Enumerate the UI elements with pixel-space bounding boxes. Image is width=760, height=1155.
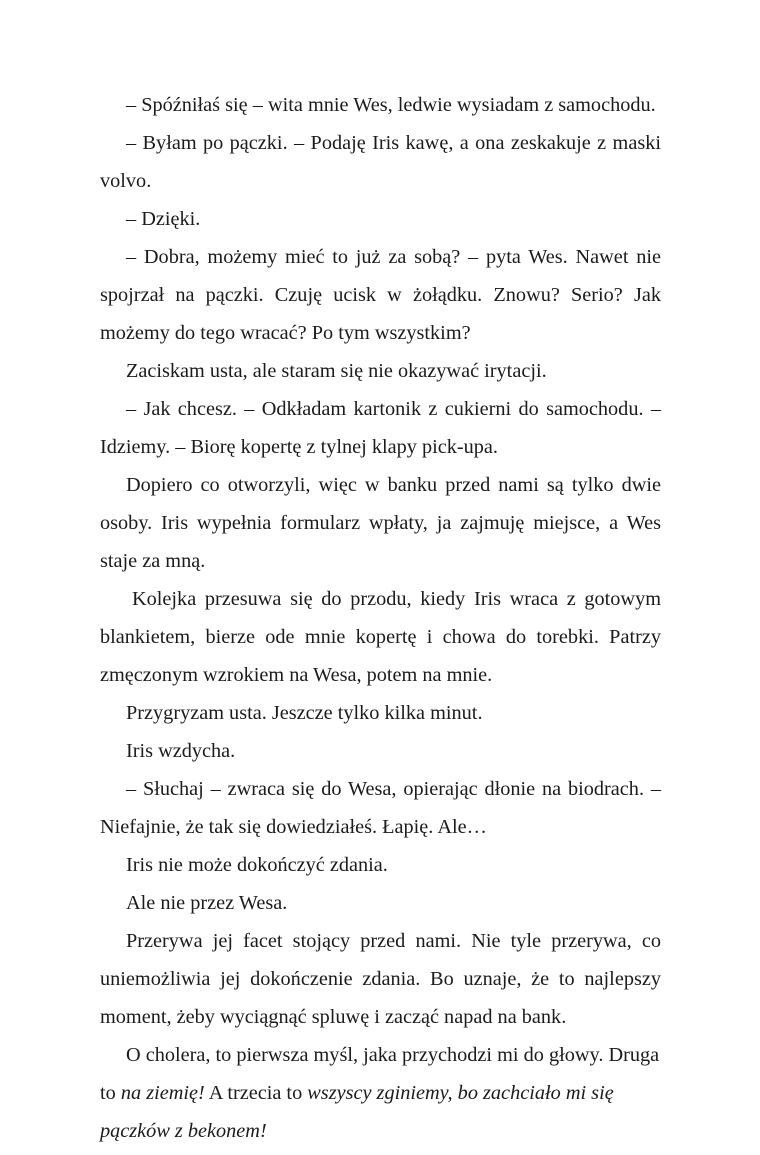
paragraph: Kolejka przesuwa się do przodu, kiedy Iris wraca z gotowym blankietem, bierze ode mnie kopertę i chowa do torebki. Patrzy zmęczonym wzrokiem na Wesa, potem na mnie. [100, 588, 661, 686]
paragraph: Przerywa jej facet stojący przed nami. Nie tyle przerywa, co uniemożliwia jej dokończenie zdania. Bo uznaje, że to najlepszy moment, żeby wyciągnąć spluwę i zacząć napad na bank. [100, 930, 661, 1028]
paragraph: – Słuchaj – zwraca się do Wesa, opierając dłonie na biodrach. – Niefajnie, że tak się dowiedziałeś. Łapię. Ale… [100, 778, 661, 838]
paragraph: – Spóźniłaś się – wita mnie Wes, ledwie wysiadam z samochodu. [126, 94, 656, 116]
paragraph: Przygryzam usta. Jeszcze tylko kilka minut. [126, 702, 483, 724]
paragraph: Iris nie może dokończyć zdania. [126, 854, 388, 876]
paragraph: – Dobra, możemy mieć to już za sobą? – pyta Wes. Nawet nie spojrzał na pączki. Czuję ucisk w żołądku. Znowu? Serio? Jak możemy do tego wracać? Po tym wszystkim? [100, 246, 661, 344]
emphasized-text: na ziemię! [120, 1082, 205, 1104]
paragraph: – Jak chcesz. – Odkładam kartonik z cukierni do samochodu. – Idziemy. – Biorę kopertę z tylnej klapy pick-upa. [100, 398, 661, 458]
paragraph: Dopiero co otworzyli, więc w banku przed nami są tylko dwie osoby. Iris wypełnia formularz wpłaty, ja zajmuję miejsce, a Wes staje za mną. [100, 474, 661, 572]
page-text-block [100, 86, 661, 1150]
plain-text: A trzecia to [204, 1082, 308, 1104]
paragraph: – Dzięki. [126, 208, 201, 230]
plain-text: O cholera, to pierwsza myśl, jaka przychodzi mi do głowy. Druga to [100, 1044, 660, 1104]
paragraph: Ale nie przez Wesa. [126, 892, 288, 914]
paragraph: – Byłam po pączki. – Podaję Iris kawę, a ona zeskakuje z maski volvo. [100, 132, 661, 192]
paragraph-with-emphasis [100, 1036, 661, 1150]
paragraph: Zaciskam usta, ale staram się nie okazywać irytacji. [126, 360, 547, 382]
paragraph: Iris wzdycha. [126, 740, 236, 762]
emphasized-text: wszyscy zginiemy, bo zachciało mi się pączków z bekonem! [100, 1082, 614, 1142]
